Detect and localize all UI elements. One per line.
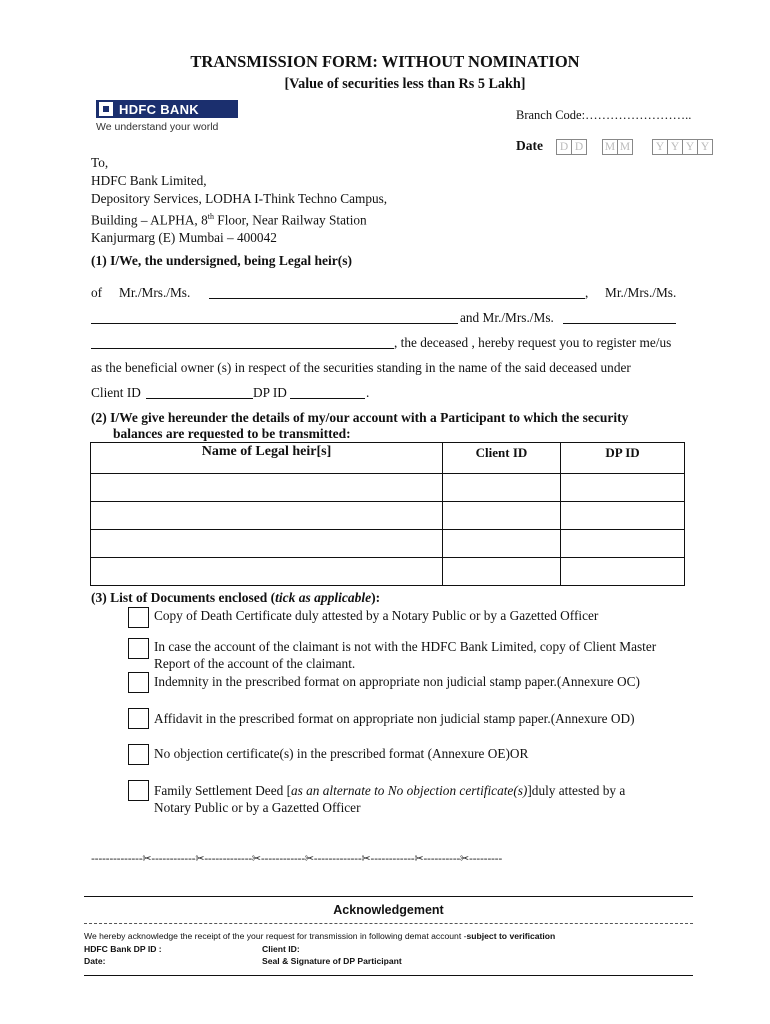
address-line-3: Building – ALPHA, 8th Floor, Near Railway Station: [91, 212, 367, 228]
date-month-boxes[interactable]: [602, 138, 632, 155]
seal-signature-label: Seal & Signature of DP Participant: [262, 956, 402, 966]
hdfc-dp-id-label: HDFC Bank DP ID :: [84, 944, 162, 954]
date-box-m2[interactable]: M: [617, 139, 633, 155]
date-box-y3[interactable]: Y: [682, 139, 698, 155]
doc-noc: No objection certificate(s) in the prescribed format (Annexure OE)OR: [154, 746, 529, 761]
address-line-4: Kanjurmarg (E) Mumbai – 400042: [91, 230, 277, 246]
doc-affidavit: Affidavit in the prescribed format on appropriate non judicial stamp paper.(Annexure OD): [154, 711, 635, 726]
checkbox-family-settlement[interactable]: [128, 780, 149, 801]
legal-heirs-table: [90, 442, 685, 586]
cell-dp-id[interactable]: [561, 530, 685, 558]
date-box-m1[interactable]: M: [602, 139, 618, 155]
salutation-1: Mr./Mrs./Ms.: [119, 285, 191, 300]
branch-code-field[interactable]: Branch Code:……………………..: [516, 108, 692, 122]
ack-date-label: Date:: [84, 956, 106, 966]
form-subtitle: [Value of securities less than Rs 5 Lakh]: [284, 76, 526, 92]
of-label: of: [91, 285, 103, 300]
acknowledgement-divider: [84, 923, 693, 924]
address-to: To,: [91, 155, 109, 170]
heir-name-line-2[interactable]: [91, 323, 458, 324]
logo-tagline: We understand your world: [96, 121, 219, 133]
table-row: [91, 530, 685, 558]
comma: ,: [585, 285, 589, 300]
form-title: TRANSMISSION FORM: WITHOUT NOMINATION: [190, 52, 580, 71]
cell-name[interactable]: [91, 502, 443, 530]
cell-dp-id[interactable]: [561, 558, 685, 586]
doc-family-settlement: Family Settlement Deed [as an alternate to No objection certificate(s)]duly attested by a Notary Public or by a Gazetted Officer: [154, 783, 626, 815]
deceased-text: , the deceased , hereby request you to register me/us: [394, 335, 672, 350]
dp-id-label: DP ID: [253, 385, 287, 400]
cell-name[interactable]: [91, 474, 443, 502]
logo-brand-text: HDFC BANK: [119, 101, 199, 117]
date-day-boxes[interactable]: [556, 138, 586, 155]
table-row: [91, 502, 685, 530]
checkbox-death-certificate[interactable]: [128, 607, 149, 628]
doc-client-master: In case the account of the claimant is not with the HDFC Bank Limited, copy of Client Master Report of the account of the claimant.: [154, 639, 657, 671]
hdfc-bank-logo: [96, 100, 238, 133]
cell-dp-id[interactable]: [561, 502, 685, 530]
period: .: [366, 385, 370, 400]
table-row: [91, 558, 685, 586]
section-2-heading-line-1: (2) I/We give hereunder the details of my/our account with a Participant to which the security: [91, 410, 629, 425]
date-box-y2[interactable]: Y: [667, 139, 683, 155]
salutation-2: Mr./Mrs./Ms.: [605, 285, 677, 300]
scissors-cut-line: --------------✂------------✂-------------✂------------✂-------------✂------------✂----------✂---------: [91, 852, 502, 865]
date-label: Date: [516, 138, 543, 153]
acknowledgement-text: We hereby acknowledge the receipt of the your request for transmission in following demat account -subject to verification: [84, 931, 556, 941]
column-header-client-id: Client ID: [443, 443, 561, 474]
hdfc-mark-icon: [99, 102, 113, 116]
checkbox-client-master[interactable]: [128, 638, 149, 659]
date-box-y1[interactable]: Y: [652, 139, 668, 155]
client-id-label: Client ID: [91, 385, 141, 400]
cell-client-id[interactable]: [443, 474, 561, 502]
section-1-heading: (1) I/We, the undersigned, being Legal heir(s): [91, 253, 353, 268]
dp-id-line[interactable]: [290, 398, 365, 399]
acknowledgement-title: Acknowledgement: [333, 903, 444, 917]
cell-client-id[interactable]: [443, 558, 561, 586]
cell-client-id[interactable]: [443, 530, 561, 558]
and-salutation: and Mr./Mrs./Ms.: [460, 310, 554, 325]
column-header-dp-id: DP ID: [561, 443, 685, 474]
checkbox-affidavit[interactable]: [128, 708, 149, 729]
beneficial-owner-text: as the beneficial owner (s) in respect of the securities standing in the name of the said deceased under: [91, 360, 631, 375]
date-box-d2[interactable]: D: [571, 139, 587, 155]
date-box-d1[interactable]: D: [556, 139, 572, 155]
doc-death-certificate: Copy of Death Certificate duly attested by a Notary Public or by a Gazetted Officer: [154, 608, 599, 623]
cell-dp-id[interactable]: [561, 474, 685, 502]
cell-name[interactable]: [91, 530, 443, 558]
doc-indemnity: Indemnity in the prescribed format on appropriate non judicial stamp paper.(Annexure OC): [154, 674, 640, 689]
address-line-2: Depository Services, LODHA I-Think Techno Campus,: [91, 191, 388, 206]
cell-client-id[interactable]: [443, 502, 561, 530]
table-header-row: [91, 443, 685, 474]
section-3-heading: (3) List of Documents enclosed (tick as applicable):: [91, 590, 381, 605]
column-header-name: Name of Legal heir[s]: [91, 443, 443, 474]
acknowledgement-section: [84, 896, 693, 976]
heir-name-line-3[interactable]: [563, 323, 676, 324]
client-id-line[interactable]: [146, 398, 253, 399]
section-2-heading-line-2: balances are requested to be transmitted:: [113, 426, 351, 441]
address-block: [91, 154, 387, 247]
checkbox-indemnity[interactable]: [128, 672, 149, 693]
logo-bar: [96, 100, 238, 118]
address-line-1: HDFC Bank Limited,: [91, 173, 207, 188]
deceased-name-line[interactable]: [91, 348, 394, 349]
ack-client-id-label: Client ID:: [262, 944, 300, 954]
date-year-boxes[interactable]: [652, 138, 712, 155]
cell-name[interactable]: [91, 558, 443, 586]
heir-name-line-1[interactable]: [209, 298, 585, 299]
date-box-y4[interactable]: Y: [697, 139, 713, 155]
checkbox-noc[interactable]: [128, 744, 149, 765]
table-row: [91, 474, 685, 502]
